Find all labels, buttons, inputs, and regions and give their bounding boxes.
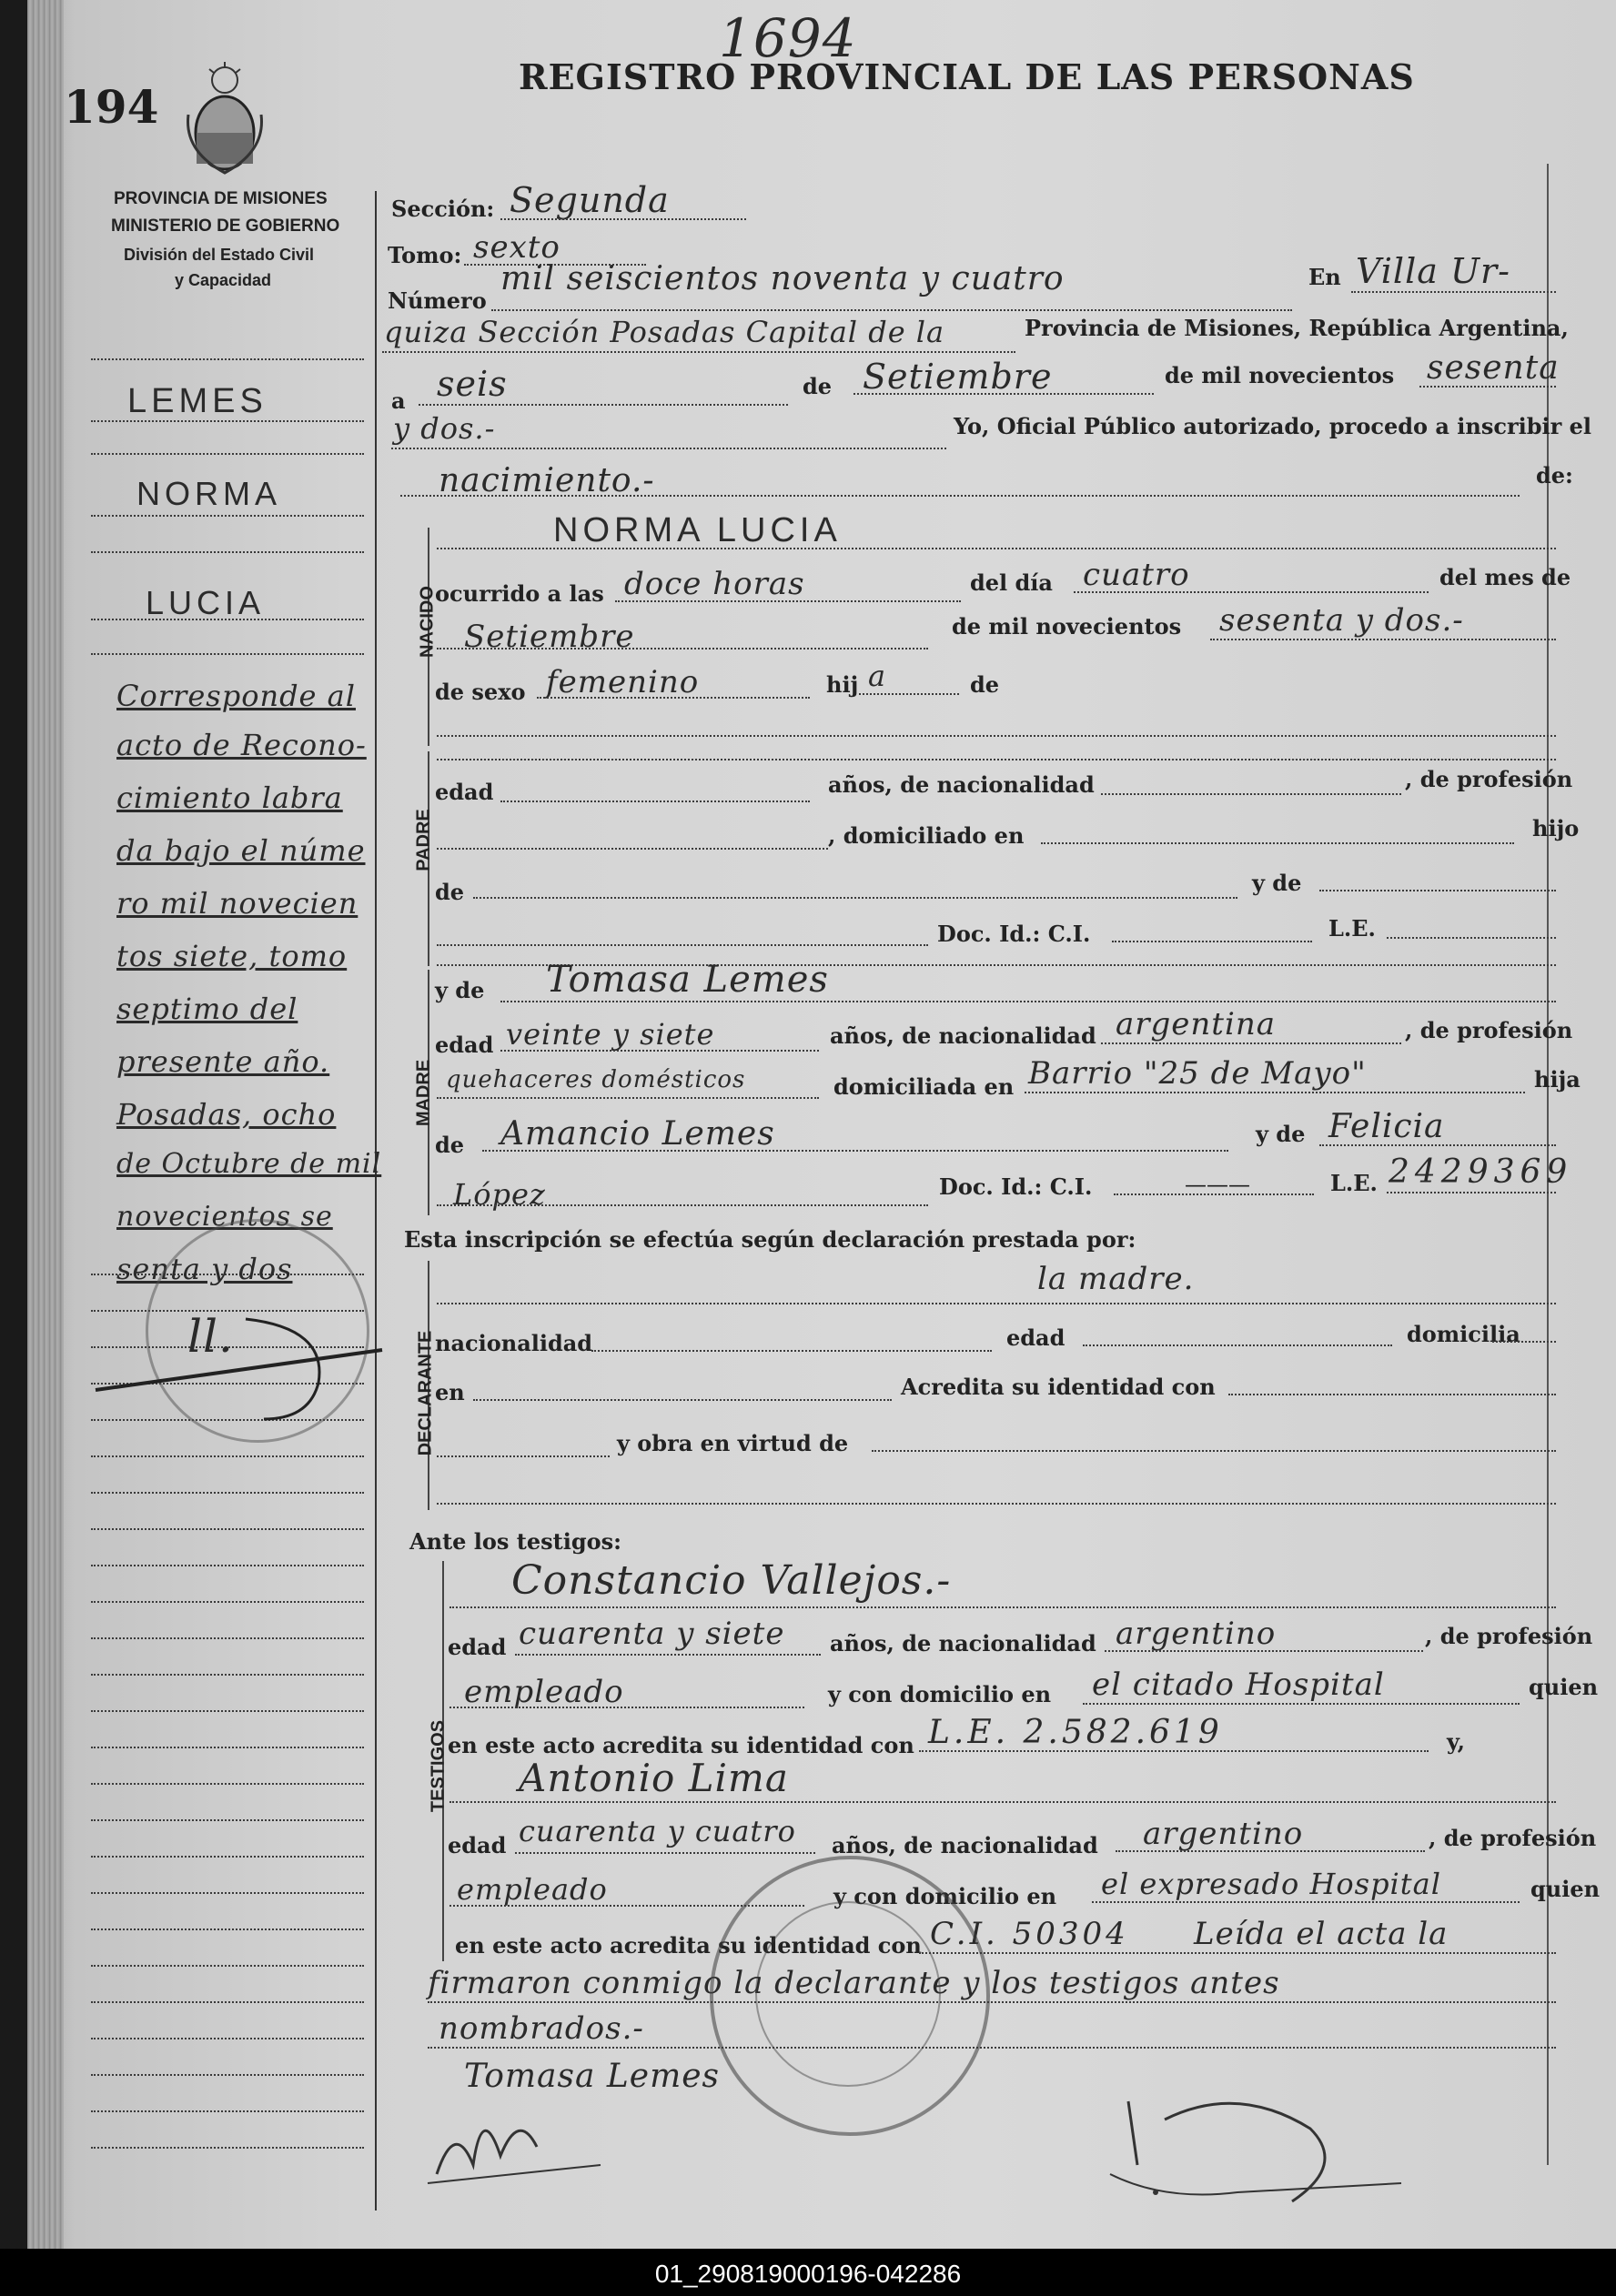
- testigo2-profesion-label: , de profesión: [1429, 1825, 1597, 1851]
- padre-le-label: L.E.: [1328, 915, 1376, 942]
- de-colon-label: de:: [1536, 462, 1573, 488]
- declarante-section-label: DECLARANTE: [415, 1330, 436, 1456]
- seccion-value: Segunda: [510, 180, 670, 220]
- tomo-value: sexto: [473, 229, 561, 266]
- madre-doc-label: Doc. Id.: C.I.: [939, 1173, 1093, 1200]
- testigo2-anios-label: años, de nacionalidad: [832, 1832, 1098, 1858]
- madre-madre-value-cont: López: [453, 1177, 546, 1212]
- madre-y-de2-label: y de: [1256, 1121, 1306, 1147]
- tipo-value: nacimiento.-: [439, 462, 655, 499]
- testigo2-domicilio-label: y con domicilio en: [833, 1883, 1057, 1909]
- sexo-value: femenino: [546, 664, 700, 700]
- declarante-obra-label: y obra en virtud de: [617, 1430, 849, 1456]
- madre-nacionalidad-value: argentina: [1116, 1006, 1277, 1042]
- hij-value: a: [868, 659, 887, 693]
- registry-page: [27, 0, 1616, 2249]
- mes-nacimiento-value: Setiembre: [464, 619, 635, 655]
- en-value: Villa Ur-: [1356, 251, 1510, 291]
- org-line-2: MINISTERIO DE GOBIERNO: [111, 217, 340, 236]
- footer-id: 01_290819000196-042286: [654, 2260, 962, 2288]
- mes-value: Setiembre: [863, 357, 1053, 397]
- margin-signature-stroke: [91, 1292, 391, 1428]
- testigo1-quien-label: quien: [1529, 1674, 1599, 1700]
- padre-domiciliado-label: , domiciliado en: [828, 822, 1025, 849]
- padre-edad-label: edad: [435, 779, 494, 805]
- dia-nacimiento-value: cuatro: [1083, 557, 1190, 593]
- numero-value: mil seiscientos noventa y cuatro: [500, 260, 1065, 297]
- testigo1-profesion-label: , de profesión: [1425, 1623, 1593, 1649]
- testigo1-edad-label: edad: [448, 1634, 507, 1660]
- madre-profesion-value: quehaceres domésticos: [446, 1066, 746, 1093]
- book-binding-edge: [27, 0, 64, 2249]
- testigos-intro: Ante los testigos:: [409, 1528, 622, 1555]
- seccion-label: Sección:: [391, 196, 495, 222]
- testigo2-profesion-value: empleado: [457, 1872, 608, 1907]
- margin-note-line: acto de Recono-: [116, 728, 367, 762]
- madre-edad-value: veinte y siete: [506, 1017, 715, 1052]
- signatures-area: [419, 2065, 1556, 2220]
- madre-edad-label: edad: [435, 1032, 494, 1058]
- del-dia-label: del día: [970, 569, 1053, 596]
- handwritten-record-number: 1694: [719, 7, 857, 69]
- margin-note-line: Posadas, ocho: [116, 1097, 337, 1132]
- margin-note-line: cimiento labra: [116, 780, 343, 815]
- archive-footer: [0, 2249, 1616, 2296]
- provincia-text: Provincia de Misiones, República Argentina,: [1025, 315, 1569, 341]
- cierre-line-2: nombrados.-: [439, 2010, 644, 2047]
- testigo2-doc-value: C.I. 50304: [930, 1916, 1129, 1952]
- lugar-value: quiza Sección Posadas Capital de la: [384, 315, 945, 349]
- ocurrido-label: ocurrido a las: [435, 580, 604, 607]
- del-mes-label: del mes de: [1439, 564, 1571, 590]
- testigo2-edad-label: edad: [448, 1832, 507, 1858]
- hij-label: hij: [826, 671, 859, 698]
- nacido-nombre: NORMA LUCIA: [553, 511, 842, 549]
- margin-note-line: novecientos se: [116, 1201, 333, 1233]
- page-title: REGISTRO PROVINCIAL DE LAS PERSONAS: [519, 56, 1415, 97]
- org-line-1: PROVINCIA DE MISIONES: [114, 189, 328, 208]
- declarante-nacionalidad-label: nacionalidad: [435, 1330, 593, 1356]
- official-stamp-inner: [755, 1901, 941, 2087]
- testigo1-profesion-value: empleado: [464, 1674, 624, 1710]
- declarante-edad-label: edad: [1006, 1324, 1066, 1351]
- page-number: 194: [64, 80, 159, 134]
- testigo1-nacionalidad-value: argentino: [1116, 1616, 1277, 1652]
- lectura-text: Leída el acta la: [1194, 1916, 1449, 1952]
- dia-value: seis: [437, 364, 508, 404]
- org-line-3: División del Estado Civil: [124, 246, 315, 264]
- testigo2-nacionalidad-value: argentino: [1143, 1816, 1304, 1852]
- mil-label: de mil novecientos: [952, 613, 1182, 639]
- margin-surname: LEMES: [127, 382, 268, 420]
- testigo1-edad-value: cuarenta y siete: [519, 1616, 785, 1652]
- anio-value-cont: y dos.-: [393, 411, 496, 446]
- padre-section-label: PADRE: [413, 809, 434, 871]
- madre-de-label: de: [435, 1132, 465, 1158]
- nacido-section-label: NACIDO: [417, 586, 438, 658]
- padre-doc-label: Doc. Id.: C.I.: [937, 921, 1091, 947]
- firma-madre: Tomasa Lemes: [464, 2058, 720, 2095]
- main-divider: [375, 191, 377, 2210]
- madre-madre-value: Felicia: [1328, 1108, 1445, 1145]
- cierre-line-1: firmaron conmigo la declarante y los testigos antes: [428, 1965, 1280, 2001]
- madre-le-value: 2429369: [1389, 1153, 1573, 1191]
- padre-anios-label: años, de nacionalidad: [828, 771, 1095, 798]
- margin-initials: ll.: [187, 1310, 234, 1363]
- declarante-en-label: en: [435, 1379, 465, 1405]
- madre-domiciliada-label: domiciliada en: [833, 1073, 1015, 1100]
- madre-domicilio-value: Barrio "25 de Mayo": [1028, 1055, 1367, 1092]
- testigo2-nombre: Antonio Lima: [519, 1756, 789, 1800]
- testigo1-nombre: Constancio Vallejos.-: [511, 1557, 952, 1604]
- margin-note-line: tos siete, tomo: [116, 939, 348, 973]
- testigo1-acredita-label: en este acto acredita su identidad con: [448, 1732, 914, 1758]
- declarante-acredita-label: Acredita su identidad con: [901, 1374, 1216, 1400]
- padre-y-de-label: y de: [1252, 870, 1302, 896]
- coat-of-arms-icon: [184, 60, 266, 175]
- org-line-4: y Capacidad: [175, 271, 272, 289]
- testigos-section-label: TESTIGOS: [428, 1719, 449, 1813]
- madre-section-label: MADRE: [413, 1059, 434, 1127]
- madre-padre-value: Amancio Lemes: [500, 1115, 775, 1153]
- margin-note-line: septimo del: [116, 992, 298, 1026]
- hora-value: doce horas: [624, 566, 805, 602]
- testigo1-domicilio-label: y con domicilio en: [828, 1681, 1052, 1707]
- margin-note-line: da bajo el núme: [116, 833, 366, 868]
- en-label: En: [1308, 264, 1341, 290]
- testigo1-anios-label: años, de nacionalidad: [830, 1630, 1096, 1657]
- madre-nombre: Tomasa Lemes: [546, 959, 829, 1001]
- numero-label: Número: [388, 287, 487, 314]
- madre-profesion-label: , de profesión: [1405, 1017, 1573, 1043]
- padre-hijo-label: hijo: [1532, 815, 1580, 841]
- madre-anios-label: años, de nacionalidad: [830, 1022, 1096, 1049]
- a-label: a: [391, 388, 406, 414]
- anio-value: sesenta: [1427, 349, 1560, 387]
- madre-hija-label: hija: [1534, 1066, 1581, 1093]
- testigo1-y-label: y,: [1447, 1728, 1466, 1755]
- margin-note-line: Corresponde al: [116, 679, 356, 713]
- sexo-label: de sexo: [435, 679, 526, 705]
- margin-note-line: de Octubre de mil: [116, 1148, 382, 1180]
- margin-first-name: NORMA: [136, 475, 281, 512]
- testigo2-edad-value: cuarenta y cuatro: [519, 1814, 796, 1848]
- testigo1-domicilio-value: el citado Hospital: [1092, 1667, 1385, 1703]
- padre-profesion-label: , de profesión: [1405, 766, 1573, 792]
- testigo2-domicilio-value: el expresado Hospital: [1101, 1867, 1441, 1901]
- margin-note-line: senta y dos: [116, 1252, 293, 1286]
- madre-ci-value: ———: [1185, 1172, 1250, 1197]
- margin-note-line: ro mil novecien: [116, 886, 359, 921]
- margin-note-line: presente año.: [116, 1044, 330, 1079]
- margin-second-name: LUCIA: [146, 584, 266, 621]
- declarante-intro: Esta inscripción se efectúa según declaración prestada por:: [404, 1226, 1136, 1253]
- testigo2-acredita-label: en este acto acredita su identidad con: [455, 1932, 922, 1959]
- testigo2-quien-label: quien: [1530, 1876, 1601, 1902]
- oficial-text: Yo, Oficial Público autorizado, procedo a inscribir el: [954, 413, 1592, 439]
- declarante-domicilia-label: domicilia: [1407, 1321, 1520, 1347]
- declarante-value: la madre.: [1037, 1261, 1195, 1297]
- anio-nacimiento-value: sesenta y dos.-: [1219, 602, 1464, 639]
- tomo-label: Tomo:: [388, 242, 462, 268]
- de-label: de: [803, 373, 833, 399]
- testigo1-doc-value: L.E. 2.582.619: [928, 1714, 1223, 1751]
- anio-label: de mil novecientos: [1165, 362, 1395, 388]
- padre-de-label: de: [435, 879, 465, 905]
- nacido-de-label: de: [970, 671, 1000, 698]
- madre-y-de-label: y de: [435, 977, 485, 1003]
- madre-le-label: L.E.: [1330, 1170, 1378, 1196]
